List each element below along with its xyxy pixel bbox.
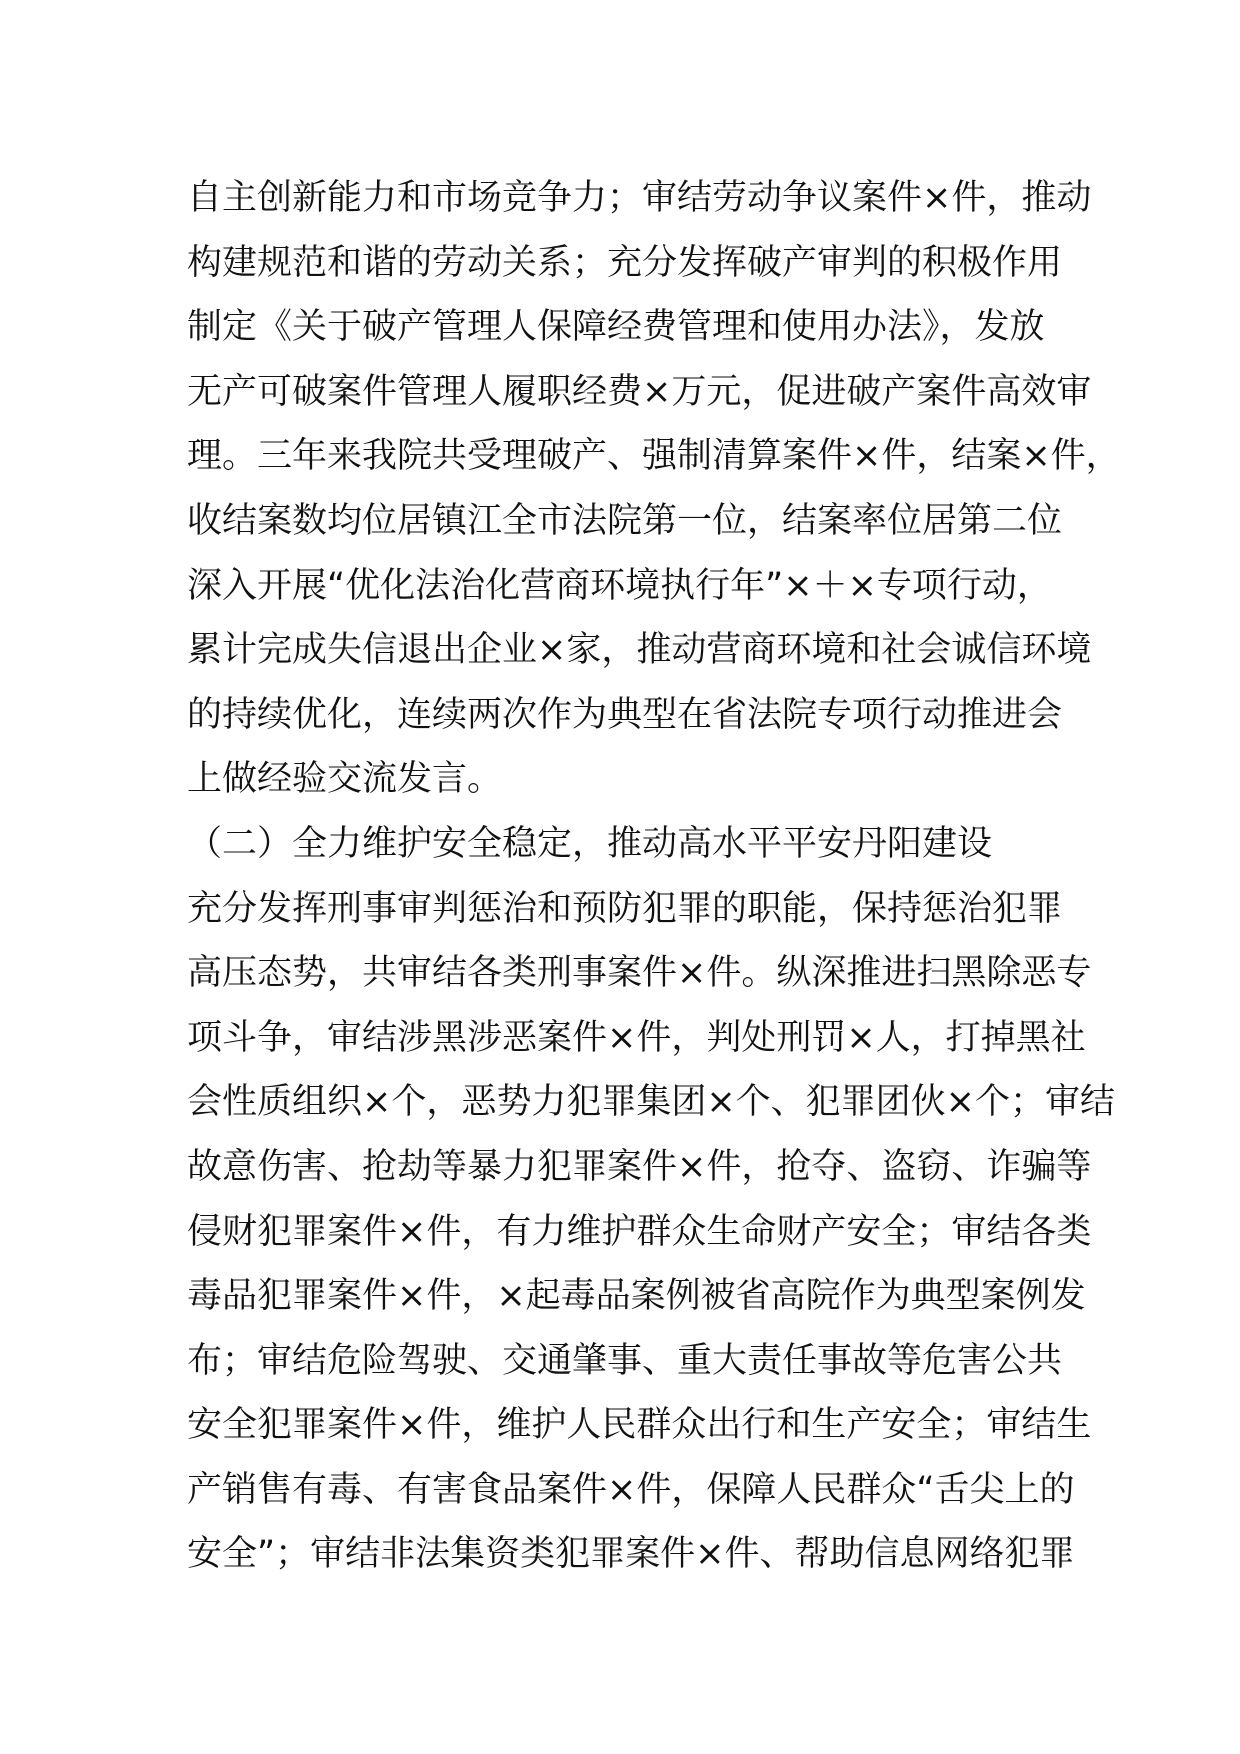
section-heading: （二）全力维护安全稳定，推动高水平平安丹阳建设: [187, 823, 993, 864]
paragraph-line: 布；审结危险驾驶、交通肇事、重大责任事故等危害公共: [187, 1340, 1063, 1381]
paragraph-line: 收结案数均位居镇江全市法院第一位，结案率位居第二位: [187, 500, 1063, 541]
paragraph-line: 毒品犯罪案件×件，×起毒品案例被省高院作为典型案例发: [187, 1276, 1086, 1317]
document-body: [187, 166, 1121, 1587]
paragraph-line: 故意伤害、抢劫等暴力犯罪案件×件，抢夺、盗窃、诈骗等: [187, 1146, 1092, 1187]
paragraph-line: 制定《关于破产管理人保障经费管理和使用办法》，发放: [187, 307, 1045, 348]
paragraph-line: 高压态势，共审结各类刑事案件×件。纵深推进扫黑除恶专: [187, 953, 1092, 994]
paragraph-line: 产销售有毒、有害食品案件×件，保障人民群众“舌尖上的: [187, 1469, 1075, 1510]
paragraph-line: 自主创新能力和市场竞争力；审结劳动争议案件×件，推动: [187, 178, 1092, 218]
paragraph-line: 无产可破案件管理人履职经费×万元，促进破产案件高效审: [187, 371, 1092, 412]
paragraph-line: 安全犯罪案件×件，维护人民群众出行和生产安全；审结生: [187, 1405, 1092, 1446]
paragraph-line: 安全”；审结非法集资类犯罪案件×件、帮助信息网络犯罪: [187, 1534, 1075, 1575]
paragraph-line: 的持续优化，连续两次作为典型在省法院专项行动推进会: [187, 694, 1063, 735]
paragraph-line: 侵财犯罪案件×件，有力维护群众生命财产安全；审结各类: [187, 1211, 1092, 1252]
paragraph-line: 累计完成失信退出企业×家，推动营商环境和社会诚信环境: [187, 630, 1092, 671]
paragraph-line: 充分发挥刑事审判惩治和预防犯罪的职能，保持惩治犯罪: [187, 888, 1063, 929]
paragraph-line: 项斗争，审结涉黑涉恶案件×件，判处刑罚×人，打掉黑社: [187, 1017, 1086, 1058]
paragraph-line: 构建规范和谐的劳动关系；充分发挥破产审判的积极作用: [187, 242, 1063, 283]
paragraph-line: 深入开展“优化法治化营商环境执行年”×＋×专项行动，: [187, 565, 1052, 606]
paragraph-line: 理。三年来我院共受理破产、强制清算案件×件，结案×件，: [187, 436, 1121, 477]
paragraph-line: 上做经验交流发言。: [187, 759, 503, 800]
paragraph-line: 会性质组织×个，恶势力犯罪集团×个、犯罪团伙×个；审结: [187, 1082, 1115, 1123]
